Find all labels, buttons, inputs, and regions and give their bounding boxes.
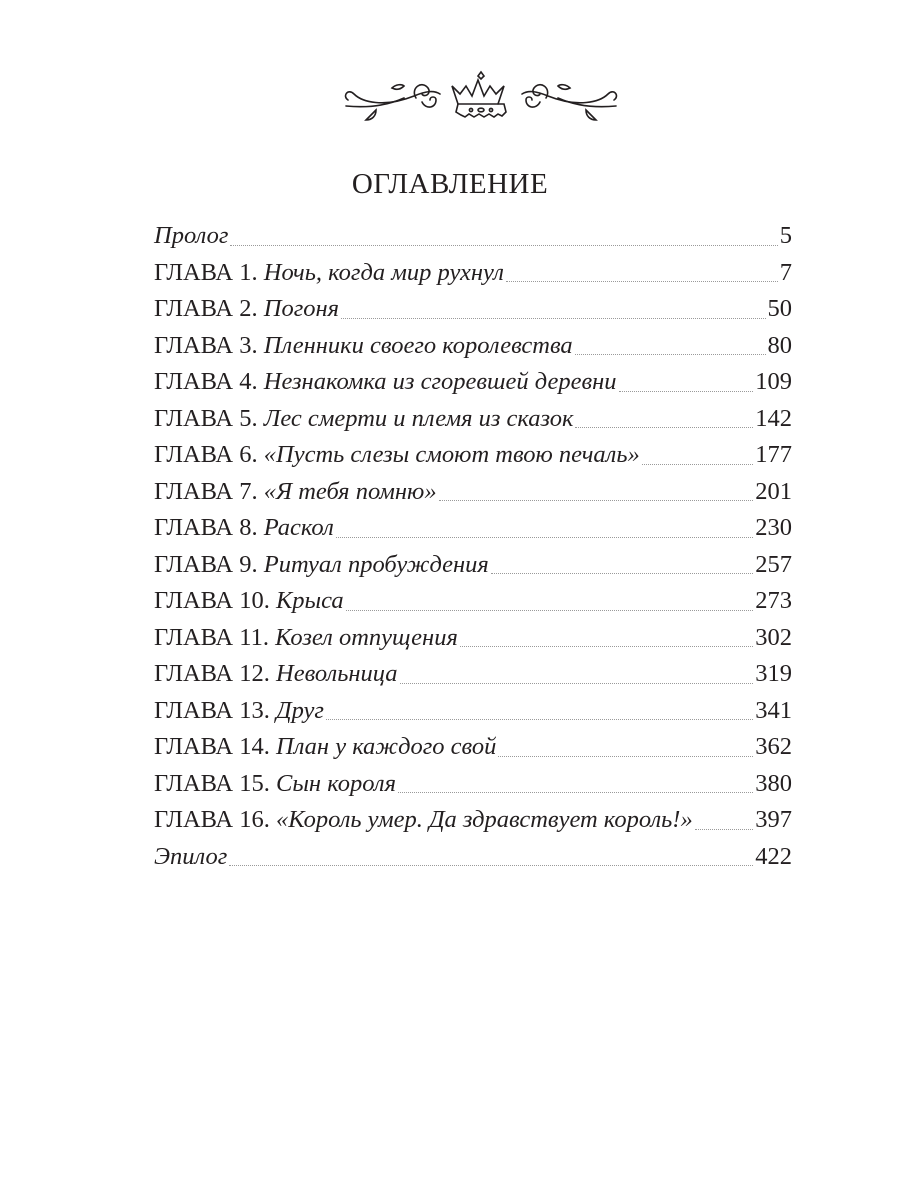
page-number: 273 (755, 587, 792, 614)
dot-leader (230, 244, 777, 246)
chapter-title: Погоня (263, 295, 340, 322)
dot-leader (439, 499, 754, 501)
dot-leader (695, 828, 754, 830)
chapter-title: Лес смерти и племя из сказок (263, 404, 574, 432)
toc-entry[interactable] (154, 218, 792, 255)
chapter-title: Сын короля (276, 769, 396, 797)
toc-entry[interactable] (154, 766, 792, 803)
dot-leader (326, 718, 753, 720)
toc-entry[interactable] (154, 729, 792, 766)
chapter-title: Крыса (276, 587, 344, 614)
page-number: 80 (767, 331, 792, 359)
chapter-title: «Я тебя помню» (263, 477, 437, 505)
toc-entry-label (154, 291, 339, 327)
chapter-number: ГЛАВА 6. (154, 441, 264, 468)
chapter-title: План у каждого свой (276, 733, 497, 760)
chapter-title: Козел отпущения (275, 623, 458, 651)
page-number: 201 (755, 477, 792, 505)
page-number: 230 (755, 514, 792, 541)
chapter-title: «Пусть слезы смоют твою печаль» (263, 441, 640, 468)
chapter-title: Друг (276, 696, 324, 724)
dot-leader (398, 791, 753, 793)
page-number: 50 (767, 295, 792, 322)
chapter-number: ГЛАВА 16. (154, 806, 276, 833)
chapter-number: ГЛАВА 12. (154, 660, 276, 687)
toc-entry-label (154, 510, 334, 546)
toc-entry[interactable] (154, 291, 792, 328)
page-number: 177 (755, 441, 792, 468)
page-number: 5 (779, 222, 792, 249)
page-number: 142 (755, 404, 792, 432)
dot-leader (336, 536, 753, 538)
chapter-title: Ритуал пробуждения (263, 550, 489, 578)
toc-entry-label (154, 401, 573, 437)
dot-leader (400, 682, 754, 684)
page-number: 397 (755, 806, 792, 833)
toc-entry-label (154, 656, 398, 692)
chapter-number: ГЛАВА 13. (154, 696, 276, 724)
toc-entry-label (154, 766, 396, 802)
toc-entry[interactable] (154, 401, 792, 438)
page-number: 302 (755, 623, 792, 651)
toc-entry[interactable] (154, 437, 792, 474)
chapter-number: ГЛАВА 11. (154, 623, 276, 651)
chapter-title: Ночь, когда мир рухнул (263, 258, 504, 286)
page-number: 319 (755, 660, 792, 687)
dot-leader (491, 572, 753, 574)
chapter-title: Раскол (263, 514, 334, 541)
crown-flourish-ornament-icon (336, 66, 626, 126)
page-title: ОГЛАВЛЕНИЕ (351, 168, 549, 200)
dot-leader (575, 426, 753, 428)
toc-entry-label (154, 547, 489, 583)
toc-entry-label (154, 328, 573, 364)
toc-entry[interactable] (154, 620, 792, 657)
page-number: 380 (755, 769, 792, 797)
chapter-number: ГЛАВА 15. (154, 769, 276, 797)
chapter-number: ГЛАВА 4. (154, 368, 264, 395)
toc-entry-label (154, 437, 640, 473)
chapter-number: ГЛАВА 9. (154, 550, 264, 578)
dot-leader (498, 755, 753, 757)
toc-entry-label (154, 364, 617, 400)
dot-leader (506, 280, 778, 282)
toc-entry[interactable] (154, 693, 792, 730)
dot-leader (346, 609, 754, 611)
chapter-title: Невольница (276, 660, 398, 687)
page-number: 362 (755, 733, 792, 760)
page-number: 109 (755, 368, 792, 395)
page-number: 7 (779, 258, 792, 286)
chapter-number: ГЛАВА 3. (154, 331, 264, 359)
toc-entry-label (154, 693, 324, 729)
toc-entry[interactable] (154, 802, 792, 839)
toc-entry-label (154, 620, 458, 656)
chapter-number: ГЛАВА 7. (154, 477, 264, 505)
toc-entry-label (154, 729, 496, 765)
chapter-number: ГЛАВА 10. (154, 587, 276, 614)
toc-entry-label (154, 218, 228, 254)
dot-leader (229, 864, 753, 866)
toc-entry[interactable] (154, 364, 792, 401)
table-of-contents (154, 218, 792, 875)
toc-entry-label (154, 839, 227, 875)
dot-leader (642, 463, 754, 465)
chapter-number: ГЛАВА 8. (154, 514, 264, 541)
chapter-title: Незнакомка из сгоревшей деревни (263, 368, 617, 395)
chapter-title: «Король умер. Да здравствует король!» (276, 806, 693, 833)
toc-entry[interactable] (154, 328, 792, 365)
chapter-title: Эпилог (154, 842, 228, 870)
chapter-title: Пролог (154, 222, 229, 249)
toc-entry[interactable] (154, 656, 792, 693)
chapter-number: ГЛАВА 2. (154, 295, 264, 322)
dot-leader (619, 390, 754, 392)
page-number: 257 (755, 550, 792, 578)
page-number: 341 (755, 696, 792, 724)
toc-entry[interactable] (154, 474, 792, 511)
toc-entry[interactable] (154, 547, 792, 584)
toc-entry[interactable] (154, 255, 792, 292)
dot-leader (341, 317, 765, 319)
toc-entry-label (154, 255, 504, 291)
chapter-number: ГЛАВА 14. (154, 733, 276, 760)
toc-entry-label (154, 474, 437, 510)
toc-entry[interactable] (154, 583, 792, 620)
page-number: 422 (755, 842, 792, 870)
toc-entry[interactable] (154, 839, 792, 876)
toc-entry-label (154, 802, 693, 838)
chapter-number: ГЛАВА 5. (154, 404, 264, 432)
chapter-title: Пленники своего королевства (263, 331, 573, 359)
dot-leader (460, 645, 753, 647)
dot-leader (575, 353, 766, 355)
toc-entry-label (154, 583, 344, 619)
toc-entry[interactable] (154, 510, 792, 547)
chapter-number: ГЛАВА 1. (154, 258, 264, 286)
